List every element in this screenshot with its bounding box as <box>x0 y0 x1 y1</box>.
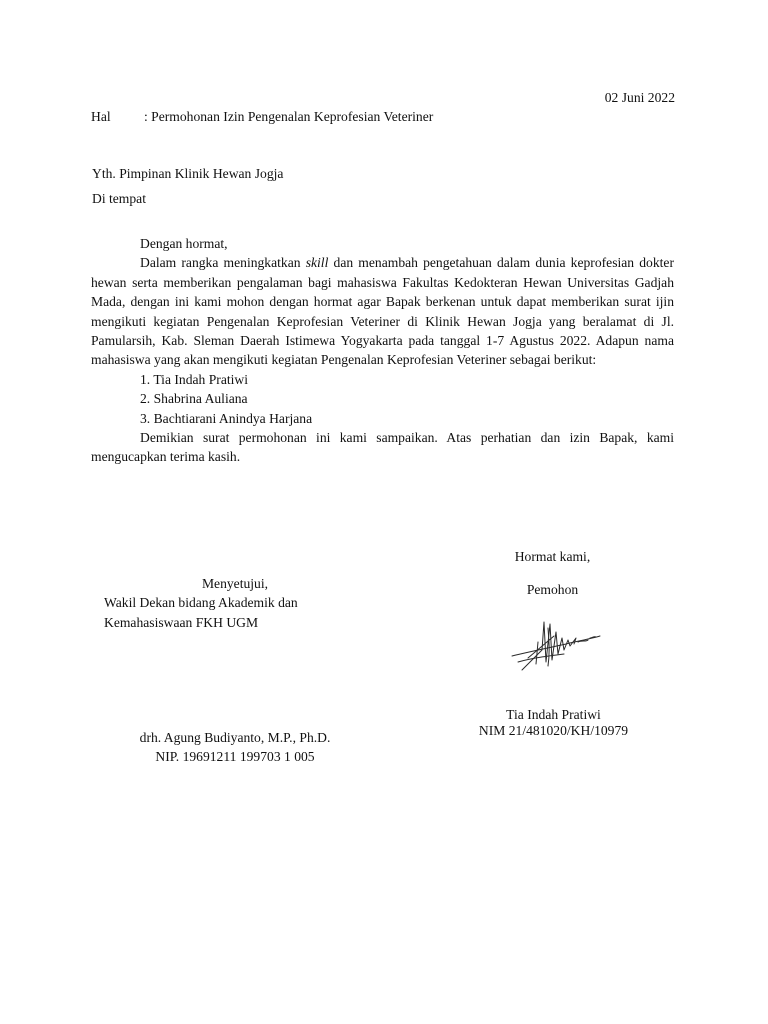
list-item: 2. Shabrina Auliana <box>140 391 248 407</box>
approver-name: drh. Agung Budiyanto, M.P., Ph.D. <box>139 730 331 745</box>
applicant-name: Tia Indah Pratiwi <box>506 707 601 722</box>
subject-text: : Permohonan Izin Pengenalan Keprofesian Veteriner <box>144 109 434 124</box>
body-rest: dan menambah pengetahuan dalam dunia keprofesian dokter hewan serta memberikan pengalaman bagi mahasiswa Fakultas Kedokteran Hewan Universitas Gadjah Mada, dengan ini kami mohon dengan hormat agar Bapak berkenan untuk dapat memberikan surat ijin mengikuti kegiatan Pengenalan Keprofesian Veteriner di Klinik Hewan Jogja yang beralamat di Jl. Pamularsih, Kab. Sleman Daerah Istimewa Yogyakarta pada tanggal 1-7 Agustus 2022. Adapun nama mahasiswa yang akan mengikuti kegiatan Pengenalan Keprofesian Veteriner sebagai berikut: <box>91 255 674 368</box>
salutation: Dengan hormat, <box>140 236 228 251</box>
list-item: 1. Tia Indah Pratiwi <box>140 371 248 387</box>
approver-title-line: Wakil Dekan bidang Akademik dan <box>104 595 298 610</box>
recipient: Yth. Pimpinan Klinik Hewan Jogja <box>92 166 284 181</box>
approver-title-line: Kemahasiswaan FKH UGM <box>104 614 259 630</box>
signature-icon <box>508 612 604 674</box>
letter-body <box>91 234 674 467</box>
regards: Hormat kami, <box>514 549 591 564</box>
approver-nip: NIP. 19691211 199703 1 005 <box>155 749 315 764</box>
body-start: Dalam rangka meningkatkan <box>140 255 306 271</box>
letter-date: 02 Juni 2022 <box>604 90 675 105</box>
approval-label: Menyetujui, <box>201 576 269 591</box>
body-emphasis: skill <box>305 255 329 271</box>
subject-line <box>91 107 433 127</box>
list-item: 3. Bachtiarani Anindya Harjana <box>140 410 313 426</box>
closing-paragraph: Demikian surat permohonan ini kami sampaikan. Atas perhatian dan izin Bapak, kami mengucapkan terima kasih. <box>91 430 674 465</box>
applicant-role: Pemohon <box>526 582 579 597</box>
approver-title <box>104 593 364 632</box>
applicant-nim: NIM 21/481020/KH/10979 <box>478 723 629 738</box>
body-paragraph <box>91 253 674 369</box>
student-list <box>91 370 674 428</box>
subject-label: Hal <box>91 109 111 124</box>
recipient-place: Di tempat <box>92 191 146 206</box>
